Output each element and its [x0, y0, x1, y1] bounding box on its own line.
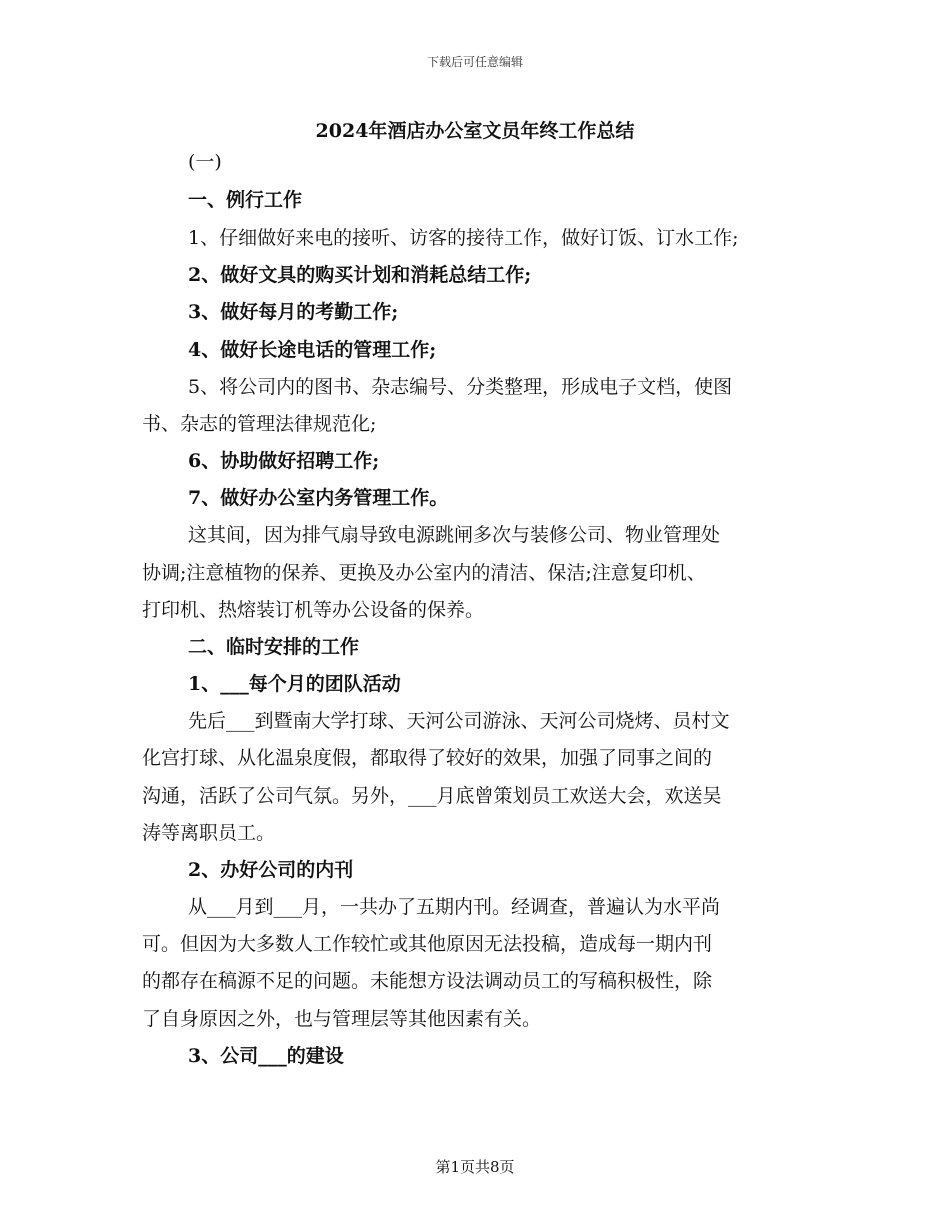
paragraph-line: 协调;注意植物的保养、更换及办公室内的清洁、保洁;注意复印机、 — [142, 562, 706, 584]
list-item: 2、做好文具的购买计划和消耗总结工作; — [188, 264, 532, 286]
paragraph-line: 5、将公司内的图书、杂志编号、分类整理，形成电子文档，使图 — [188, 376, 733, 398]
paragraph-line: 沟通，活跃了公司气氛。另外，___月底曾策划员工欢送大会，欢送吴 — [142, 785, 722, 807]
subheading: 1、___每个月的团队活动 — [188, 673, 401, 695]
paragraph-line: 打印机、热熔装订机等办公设备的保养。 — [142, 599, 485, 621]
page-header: 下载后可任意编辑 — [426, 55, 523, 69]
paragraph-line: 化宫打球、从化温泉度假，都取得了较好的效果，加强了同事之间的 — [142, 747, 713, 769]
paragraph-line: 这其间，因为排气扇导致电源跳闸多次与装修公司、物业管理处 — [188, 524, 721, 546]
heading-routine-work: 一、例行工作 — [188, 189, 303, 211]
paragraph-line: 先后___到暨南大学打球、天河公司游泳、天河公司烧烤、员村文 — [188, 710, 730, 732]
paragraph-line: 可。但因为大多数人工作较忙或其他原因无法投稿，造成每一期内刊 — [142, 933, 713, 955]
paragraph-line: 涛等离职员工。 — [142, 822, 276, 844]
list-item: 7、做好办公室内务管理工作。 — [188, 487, 449, 509]
paragraph-line: 的都存在稿源不足的问题。未能想方设法调动员工的写稿积极性，除 — [142, 970, 713, 992]
page-footer: 第1页共8页 — [435, 1158, 515, 1176]
document-title: 2024年酒店办公室文员年终工作总结 — [315, 120, 635, 142]
list-item: 6、协助做好招聘工作; — [188, 450, 380, 472]
subheading: 2、办好公司的内刊 — [188, 859, 354, 881]
heading-temporary-work: 二、临时安排的工作 — [188, 636, 360, 658]
list-item: 4、做好长途电话的管理工作; — [188, 339, 437, 361]
paragraph-line: 从___月到___月，一共办了五期内刊。经调查，普遍认为水平尚 — [188, 896, 721, 918]
list-item: 3、做好每月的考勤工作; — [188, 301, 399, 323]
paragraph-line: 了自身原因之外，也与管理层等其他因素有关。 — [142, 1008, 542, 1030]
section-label: (一) — [188, 151, 222, 173]
paragraph-line: 书、杂志的管理法律规范化; — [142, 413, 377, 435]
paragraph-line: 1、仔细做好来电的接听、访客的接待工作，做好订饭、订水工作; — [188, 227, 739, 249]
subheading: 3、公司___的建设 — [188, 1045, 344, 1067]
